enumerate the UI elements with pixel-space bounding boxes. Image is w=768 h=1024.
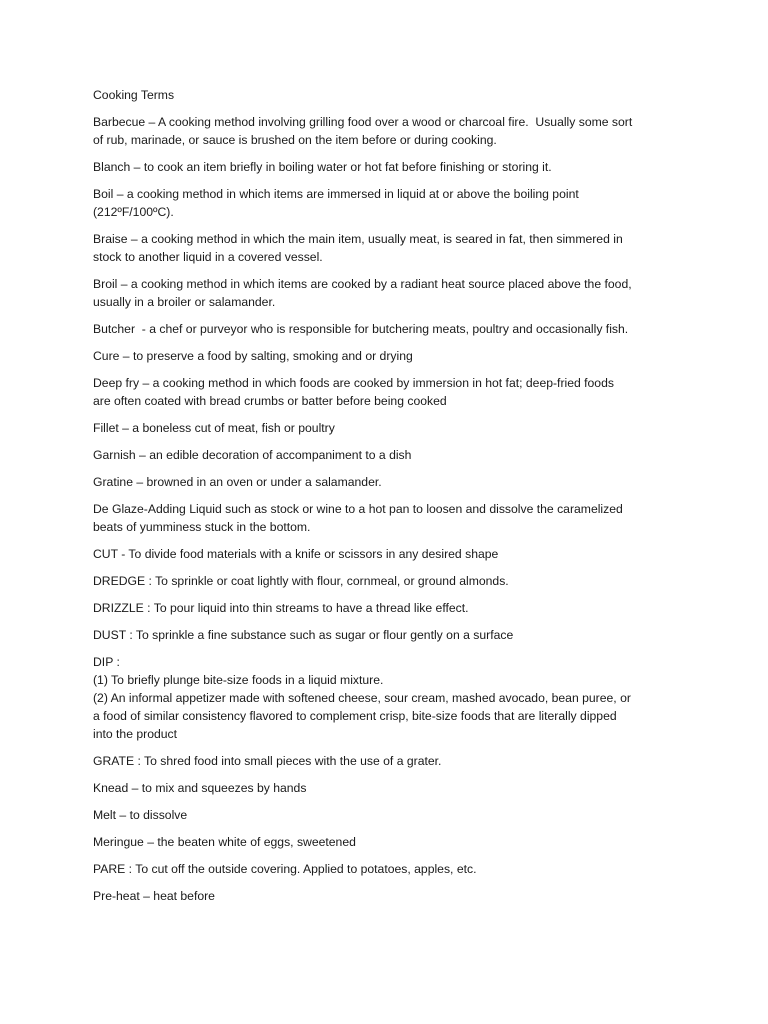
term-entry [93, 599, 683, 617]
term-entry-line: Fillet – a boneless cut of meat, fish or poultry [93, 421, 335, 435]
term-entry-line: GRATE : To shred food into small pieces with the use of a grater. [93, 754, 442, 768]
term-entry-line: Knead – to mix and squeezes by hands [93, 781, 307, 795]
document-page [93, 86, 683, 914]
term-entry-line: Deep fry – a cooking method in which foods are cooked by immersion in hot fat; deep-fried foods [93, 376, 614, 390]
term-entry [93, 419, 683, 437]
term-entry-line: Gratine – browned in an oven or under a salamander. [93, 475, 382, 489]
term-entry [93, 860, 683, 878]
term-entry [93, 446, 683, 464]
term-entry [93, 473, 683, 491]
term-entry-line: De Glaze-Adding Liquid such as stock or wine to a hot pan to loosen and dissolve the caramelized [93, 502, 623, 516]
term-entry-line: of rub, marinade, or sauce is brushed on the item before or during cooking. [93, 133, 497, 147]
term-entry-line: CUT - To divide food materials with a knife or scissors in any desired shape [93, 547, 499, 561]
term-entry-line: PARE : To cut off the outside covering. Applied to potatoes, apples, etc. [93, 862, 477, 876]
term-entry [93, 752, 683, 770]
term-entry [93, 887, 683, 905]
term-entry-line: beats of yumminess stuck in the bottom. [93, 520, 311, 534]
term-entry-line: into the product [93, 727, 178, 741]
term-entry-line: a food of similar consistency flavored to complement crisp, bite-size foods that are literally dipped [93, 709, 617, 723]
term-entry-line: (212ºF/100ºC). [93, 205, 174, 219]
term-entry [93, 653, 683, 743]
term-entry [93, 230, 683, 266]
term-entry [93, 275, 683, 311]
term-entry-line: DREDGE : To sprinkle or coat lightly with flour, cornmeal, or ground almonds. [93, 574, 509, 588]
term-entry-line: DUST : To sprinkle a fine substance such as sugar or flour gently on a surface [93, 628, 514, 642]
term-entry-line: DRIZZLE : To pour liquid into thin streams to have a thread like effect. [93, 601, 469, 615]
term-entry-line: are often coated with bread crumbs or batter before being cooked [93, 394, 447, 408]
term-entry-line: Broil – a cooking method in which items are cooked by a radiant heat source placed above the food, [93, 277, 632, 291]
term-entry [93, 833, 683, 851]
term-entry-line: stock to another liquid in a covered vessel. [93, 250, 323, 264]
term-entry-line: Meringue – the beaten white of eggs, sweetened [93, 835, 356, 849]
term-entry-line: Pre-heat – heat before [93, 889, 215, 903]
term-entry [93, 545, 683, 563]
term-entry-line: (2) An informal appetizer made with softened cheese, sour cream, mashed avocado, bean puree, or [93, 691, 631, 705]
term-entry [93, 158, 683, 176]
term-entry [93, 374, 683, 410]
term-entry-line: DIP : [93, 655, 120, 669]
term-entry-line: usually in a broiler or salamander. [93, 295, 276, 309]
term-entry-line: Garnish – an edible decoration of accompaniment to a dish [93, 448, 412, 462]
term-entry [93, 500, 683, 536]
term-entry [93, 806, 683, 824]
term-entry-line: Boil – a cooking method in which items are immersed in liquid at or above the boiling point [93, 187, 579, 201]
term-entry [93, 626, 683, 644]
term-entry [93, 572, 683, 590]
term-entry [93, 779, 683, 797]
term-list [93, 113, 683, 905]
term-entry-line: Melt – to dissolve [93, 808, 188, 822]
term-entry-line: (1) To briefly plunge bite-size foods in a liquid mixture. [93, 673, 384, 687]
term-entry [93, 113, 683, 149]
document-title: Cooking Terms [93, 88, 175, 102]
term-entry [93, 320, 683, 338]
term-entry-line: Blanch – to cook an item briefly in boiling water or hot fat before finishing or storing it. [93, 160, 552, 174]
term-entry [93, 185, 683, 221]
term-entry [93, 347, 683, 365]
term-entry-line: Butcher - a chef or purveyor who is responsible for butchering meats, poultry and occasionally fish. [93, 322, 629, 336]
term-entry-line: Barbecue – A cooking method involving grilling food over a wood or charcoal fire. Usually some sort [93, 115, 633, 129]
term-entry-line: Braise – a cooking method in which the main item, usually meat, is seared in fat, then simmered in [93, 232, 623, 246]
term-entry-line: Cure – to preserve a food by salting, smoking and or drying [93, 349, 413, 363]
